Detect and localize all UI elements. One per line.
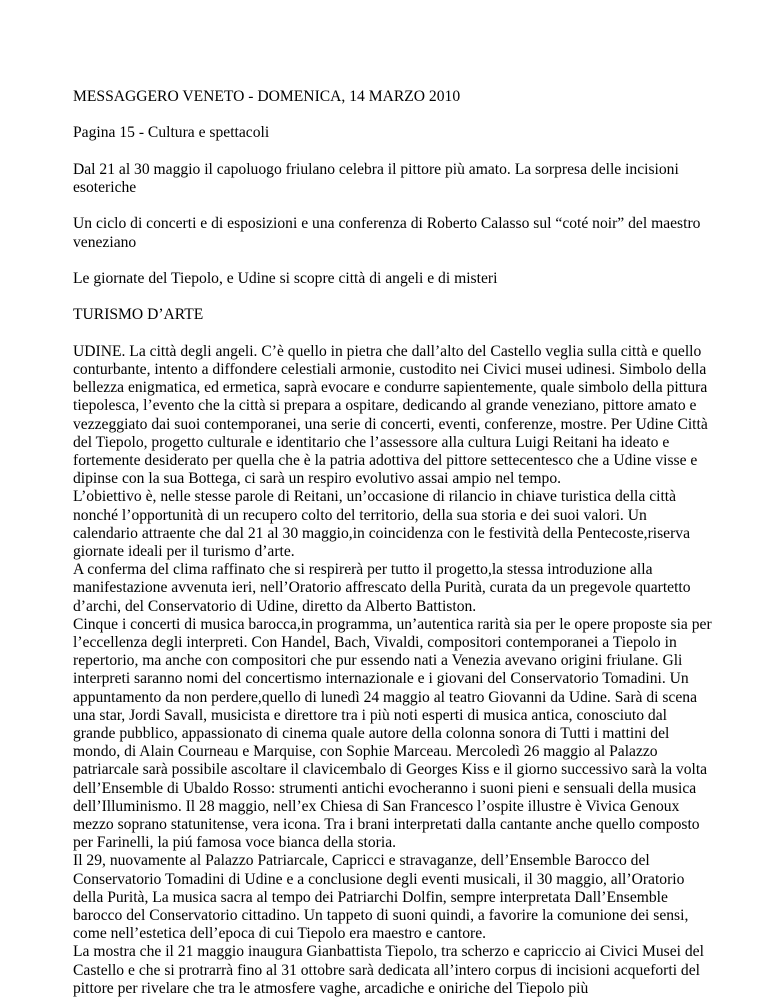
- page-section: Pagina 15 - Cultura e spettacoli: [73, 124, 270, 142]
- body-paragraph: A conferma del clima raffinato che si respirerà per tutto il progetto,la stessa introduzione alla manifestazione avvenuta ieri, nell’Oratorio affrescato della Purità, curata da un pregevole quartetto d’archi, del Conservatorio di Udine, diretto da Alberto Battiston.: [73, 561, 691, 615]
- body-paragraph: UDINE. La città degli angeli. C’è quello in pietra che dall’alto del Castello veglia sulla città e quello conturbante, intento a diffondere celestiali armonie, custodito nei Civici musei udinesi. Simbolo della bellezza enigmatica, ed ermetica, saprà evocare e condurre sapientemente, quale simbolo della pittura tiepolesca, l’evento che la città si prepara a ospitare, dedicando al grande veneziano, pittore amato e vezzeggiato dai suoi contemporanei, una serie di concerti, eventi, conferenze, mostre. Per Udine Città del Tiepolo, progetto culturale e identitario che l’assessore alla cultura Luigi Reitani ha ideato e fortemente desiderato per quella che è la patria adottiva del pittore settecentesco che a Udine visse e dipinse con la sua Bottega, ci sarà un respiro evolutivo assai ampio nel tempo.: [73, 342, 708, 488]
- article-rubric: TURISMO D’ARTE: [73, 306, 204, 324]
- article-kicker: Dal 21 al 30 maggio il capoluogo friulano celebra il pittore più amato. La sorpresa delle incisioni esoteriche: [73, 160, 679, 196]
- document-page: [73, 88, 713, 998]
- body-paragraph: L’obiettivo è, nelle stesse parole di Reitani, un’occasione di rilancio in chiave turistica della città nonché l’opportunità di un recupero colto del territorio, della sua storia e dei suoi valori. Un calendario attraente che dal 21 al 30 maggio,in coincidenza con le festività della Pentecoste,riserva giornate ideali per il turismo d’arte.: [73, 488, 690, 560]
- body-paragraph: Il 29, nuovamente al Palazzo Patriarcale, Capricci e stravaganze, dell’Ensemble Barocco del Conservatorio Tomadini di Udine e a conclusione degli eventi musicali, il 30 maggio, all’Oratorio della Purità, La musica sacra al tempo dei Patriarchi Dolfin, sempre interpretata Dall’Ensemble barocco del Conservatorio cittadino. Un tappeto di suoni quindi, a favorire la comunione dei sensi, come nell’estetica dell’epoca di cui Tiepolo era maestro e cantore.: [73, 852, 689, 943]
- newspaper-header: MESSAGGERO VENETO - DOMENICA, 14 MARZO 2010: [73, 88, 461, 105]
- article-subtitle: Un ciclo di concerti e di esposizioni e una conferenza di Roberto Calasso sul “coté noir” del maestro veneziano: [73, 215, 701, 251]
- body-paragraph: Cinque i concerti di musica barocca,in programma, un’autentica rarità sia per le opere proposte sia per l’eccellenza degli interpreti. Con Handel, Bach, Vivaldi, compositori contemporanei a Tiepolo in repertorio, ma anche con compositori che pur essendo nati a Venezia avevano origini friulane. Gli interpreti saranno nomi del concertismo internazionale e i giovani del Conservatorio Tomadini. Un appuntamento da non perdere,quello di lunedì 24 maggio al teatro Giovanni da Udine. Sarà di scena una star, Jordi Savall, musicista e direttore tra i più noti esperti di musica antica, conosciuto dal grande pubblico, appassionato di cinema quale autore della colonna sonora di Tutti i mattini del mondo, di Alain Courneau e Marquise, con Sophie Marceau. Mercoledì 26 maggio al Palazzo patriarcale sarà possibile ascoltare il clavicembalo di Georges Kiss e il giorno successivo sarà la volta dell’Ensemble di Ubaldo Rosso: strumenti antichi evocheranno i suoni pieni e sensuali della musica dell’Illuminismo. Il 28 maggio, nell’ex Chiesa di San Francesco l’ospite illustre è Vivica Genoux mezzo soprano statunitense, vera icona. Tra i brani interpretati dalla cantante anche quello composto per Farinelli, la piú famosa voce bianca della storia.: [73, 615, 712, 852]
- article-title: Le giornate del Tiepolo, e Udine si scopre città di angeli e di misteri: [73, 269, 498, 287]
- article-body: [73, 343, 713, 998]
- body-paragraph: La mostra che il 21 maggio inaugura Gianbattista Tiepolo, tra scherzo e capriccio ai Civici Musei del Castello e che si protrarrà fino al 31 ottobre sarà dedicata all’intero corpus di incisioni acqueforti del pittore per rivelare che tra le atmosfere vaghe, arcadiche e oniriche del Tiepolo più: [73, 943, 704, 997]
